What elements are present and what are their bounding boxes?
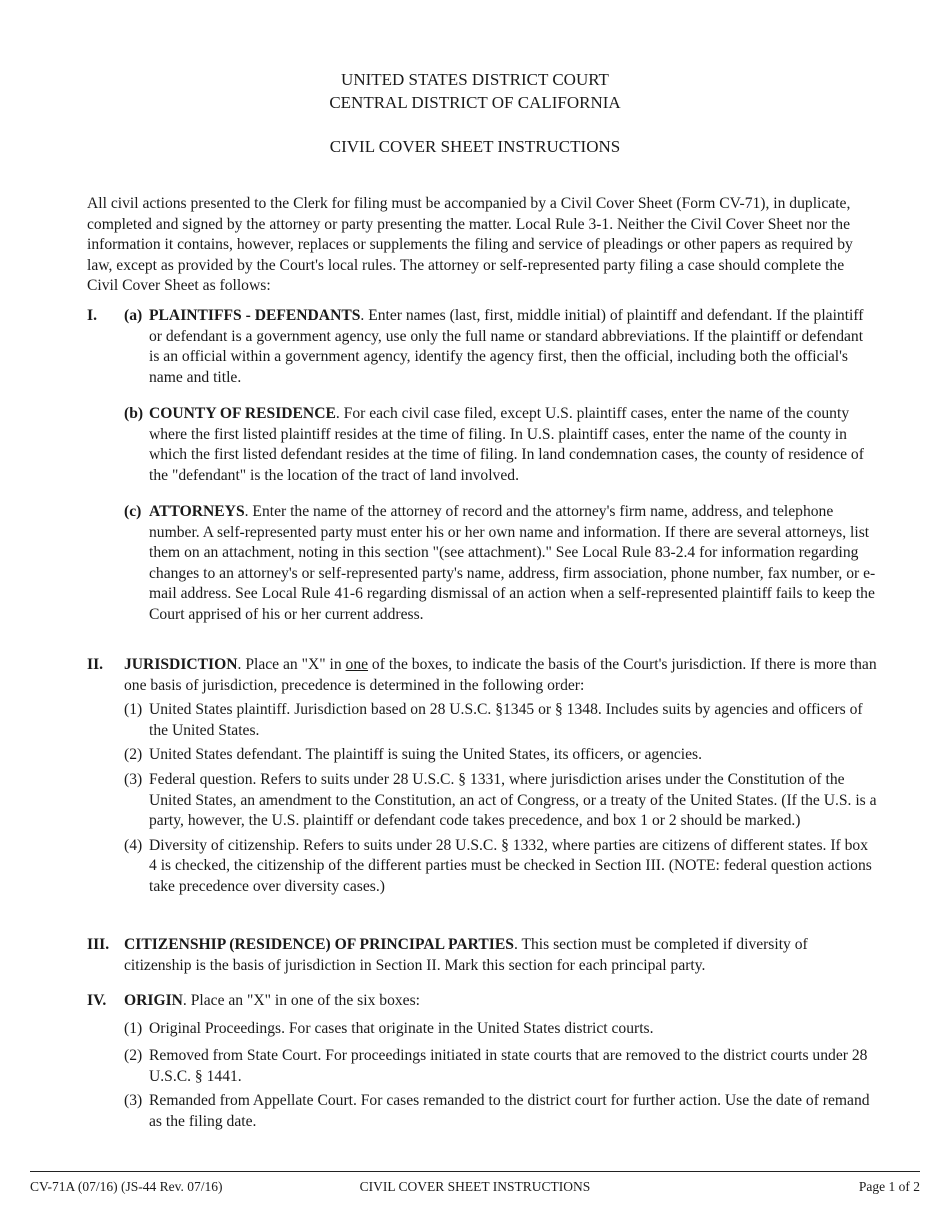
section-county-of-residence <box>87 404 877 486</box>
item-label: (2) <box>124 1047 143 1065</box>
list-item <box>124 745 877 766</box>
item-label: (3) <box>124 770 143 788</box>
subsection-text: . Enter the name of the attorney of record and the attorney's firm name, address, and telephone number. A self-represented party must enter his or her own name and information. If there are several attorneys, list them on an attachment, noting in this section "(see attachment)." See Local Rule 83-2.4 for information regarding changes to an attorney's or self-represented party's name, address, firm association, phone number, fax number, or e-mail address. See Local Rule 41-6 regarding dismissal of an action when a self-represented plaintiff fails to keep the Court apprised of his or her current address. <box>149 503 876 623</box>
court-name: UNITED STATES DISTRICT COURT <box>341 70 609 89</box>
section-intro <box>124 991 877 1012</box>
section-citizenship <box>87 935 877 976</box>
subsection-label: (c) <box>124 503 142 520</box>
section-heading: CITIZENSHIP (RESIDENCE) OF PRINCIPAL PARTIES <box>124 936 514 953</box>
list-item <box>124 1091 877 1132</box>
document-header <box>0 68 950 158</box>
item-label: (1) <box>124 1019 143 1037</box>
item-text: Original Proceedings. For cases that originate in the United States district courts. <box>149 1019 654 1037</box>
underlined-word: one <box>345 656 369 673</box>
section-jurisdiction <box>87 655 877 898</box>
subsection-label: (a) <box>124 307 143 324</box>
item-label: (3) <box>124 1092 143 1110</box>
list-item <box>124 836 877 898</box>
subsection-text: . Enter names (last, first, middle initial) of plaintiff and defendant. If the plaintiff or defendant is a government agency, use only the full name or standard abbreviations. If the plaintiff or defendant is an official within a government agency, identify the agency first, then the official, including both the official's name and title. <box>149 307 864 386</box>
section-attorneys <box>87 502 877 626</box>
subsection-c <box>124 502 877 626</box>
list-item <box>124 1019 877 1040</box>
item-label: (4) <box>124 836 143 854</box>
list-item <box>124 700 877 741</box>
section-text: . Place an "X" in <box>237 656 346 673</box>
subsection-a <box>124 306 877 388</box>
item-text: Removed from State Court. For proceedings initiated in state courts that are removed to the district courts under 28 U.S.C. § 1441. <box>149 1047 868 1085</box>
subsection-heading: ATTORNEYS <box>149 503 245 520</box>
subsection-heading: PLAINTIFFS - DEFENDANTS <box>149 307 361 324</box>
page-number: Page 1 of 2 <box>858 1179 920 1194</box>
footer-divider <box>30 1171 920 1172</box>
section-text: . This section must be completed if diversity of citizenship is the basis of jurisdiction in Section II. Mark this section for each principal party. <box>124 936 808 974</box>
list-item <box>124 1046 877 1087</box>
list-item <box>124 770 877 832</box>
intro-paragraph: All civil actions presented to the Clerk for filing must be accompanied by a Civil Cover Sheet (Form CV-71), in duplicate, completed and signed by the attorney or party presenting the matter. Local Rule 3-1. Neither the Civil Cover Sheet nor the information it contains, however, replaces or supplements the filing and service of pleadings or other papers as required by law, except as provided by the Court's local rules. The attorney or self-represented party filing a case should complete the Civil Cover Sheet as follows: <box>87 195 853 295</box>
item-text: Remanded from Appellate Court. For cases remanded to the district court for further action. Use the date of remand as the filing date. <box>149 1092 870 1130</box>
item-text: United States defendant. The plaintiff is suing the United States, its officers, or agencies. <box>149 746 703 764</box>
document-title: CIVIL COVER SHEET INSTRUCTIONS <box>329 137 621 156</box>
item-label: (1) <box>124 701 143 719</box>
section-text: of the boxes, to indicate the basis of the Court's jurisdiction. If there is more than one basis of jurisdiction, precedence is determined in the following order: <box>124 656 877 694</box>
subsection-b <box>124 404 877 486</box>
item-text: United States plaintiff. Jurisdiction based on 28 U.S.C. §1345 or § 1348. Includes suits by agencies and officers of the United States. <box>149 701 863 739</box>
section-intro <box>124 655 877 696</box>
section-number: II. <box>87 656 104 673</box>
section-number: III. <box>87 936 110 953</box>
section-heading: JURISDICTION <box>124 656 238 673</box>
subsection-heading: COUNTY OF RESIDENCE <box>149 405 336 422</box>
item-text: Federal question. Refers to suits under 28 U.S.C. § 1331, where jurisdiction arises under the Constitution of the United States, an amendment to the Constitution, an act of Congress, or a treaty of the United States. (If the U.S. is a party, however, the U.S. plaintiff or defendant code takes precedence, and box 1 or 2 should be marked.) <box>149 770 877 830</box>
footer-title: CIVIL COVER SHEET INSTRUCTIONS <box>359 1179 591 1194</box>
item-label: (2) <box>124 746 143 764</box>
subsection-label: (b) <box>124 405 144 422</box>
section-text: . Place an "X" in one of the six boxes: <box>182 992 420 1009</box>
form-number: CV-71A (07/16) (JS-44 Rev. 07/16) <box>30 1179 223 1194</box>
section-origin <box>87 991 877 1133</box>
section-plaintiffs-defendants <box>87 306 877 388</box>
subsection-text: . For each civil case filed, except U.S. plaintiff cases, enter the name of the county where the first listed plaintiff resides at the time of filing. In U.S. plaintiff cases, enter the name of the county in which the first listed defendant resides at the time of filing. In land condemnation cases, the county of residence of the "defendant" is the location of the tract of land involved. <box>149 405 864 484</box>
district-name: CENTRAL DISTRICT OF CALIFORNIA <box>329 93 621 112</box>
section-number: I. <box>87 307 97 324</box>
section-heading: ORIGIN <box>124 992 183 1009</box>
item-text: Diversity of citizenship. Refers to suits under 28 U.S.C. § 1332, where parties are citizens of different states. If box 4 is checked, the citizenship of the different parties must be checked in Section III. (NOTE: federal question actions take precedence over diversity cases.) <box>149 836 872 895</box>
section-number: IV. <box>87 992 107 1009</box>
